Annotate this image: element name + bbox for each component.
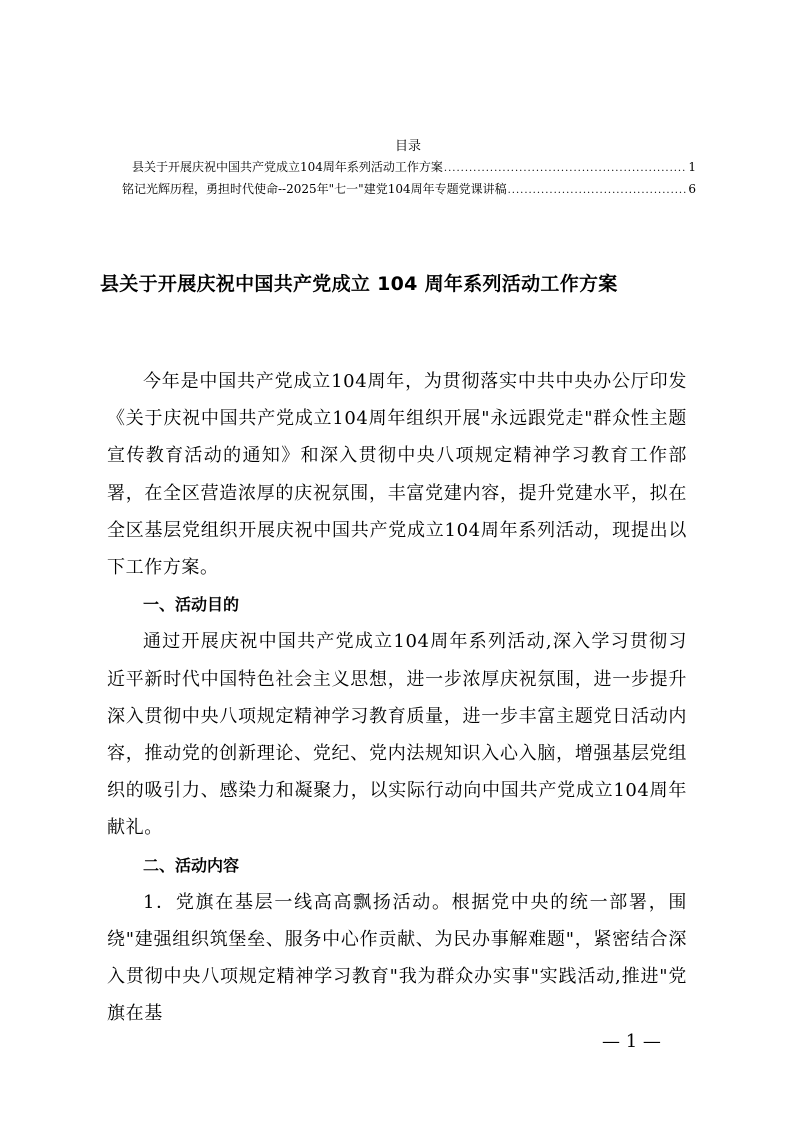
document-body <box>107 363 687 1033</box>
toc-leader-dots <box>508 181 688 201</box>
toc-entry-page: 1 <box>688 160 696 174</box>
toc-entry-text: 县关于开展庆祝中国共产党成立104周年系列活动工作方案 <box>132 160 443 174</box>
intro-paragraph: 今年是中国共产党成立104周年，为贯彻落实中共中央办公厅印发《关于庆祝中国共产党成立104周年组织开展"永远跟党走"群众性主题宣传教育活动的通知》和深入贯彻中央八项规定精神学习教育工作部署，在全区营造浓厚的庆祝氛围，丰富党建内容，提升党建水平，拟在全区基层党组织开展庆祝中国共产党成立104周年系列活动，现提出以下工作方案。 <box>107 371 687 579</box>
purpose-paragraph: 通过开展庆祝中国共产党成立104周年系列活动,深入学习贯彻习近平新时代中国特色社会主义思想，进一步浓厚庆祝氛围，进一步提升深入贯彻中央八项规定精神学习教育质量，进一步丰富主题党日活动内容，推动党的创新理论、党纪、党内法规知识入心入脑，增强基层党组织的吸引力、感染力和凝聚力，以实际行动向中国共产党成立104周年献礼。 <box>107 631 687 839</box>
toc-entry-1[interactable] <box>108 157 696 179</box>
document-title: 县关于开展庆祝中国共产党成立 104 周年系列活动工作方案 <box>100 273 618 295</box>
toc-title: 目录 <box>394 139 421 154</box>
toc-leader-dots <box>444 159 687 179</box>
page-number: — 1 — <box>602 1031 661 1052</box>
table-of-contents <box>108 138 696 201</box>
section-heading-purpose: 一、活动目的 <box>143 595 240 615</box>
content-item-1-paragraph: 1．党旗在基层一线高高飘扬活动。根据党中央的统一部署，围绕"建强组织筑堡垒、服务中心作贡献、为民办事解难题"，紧密结合深入贯彻中央八项规定精神学习教育"我为群众办实事"实践活动,推进"党旗在基 <box>107 891 687 1025</box>
toc-entry-page: 6 <box>688 182 696 196</box>
toc-entry-text: 铭记光辉历程，勇担时代使命--2025年"七一"建党104周年专题党课讲稿 <box>122 182 507 196</box>
toc-entry-2[interactable] <box>108 179 696 201</box>
section-heading-content: 二、活动内容 <box>143 855 240 875</box>
